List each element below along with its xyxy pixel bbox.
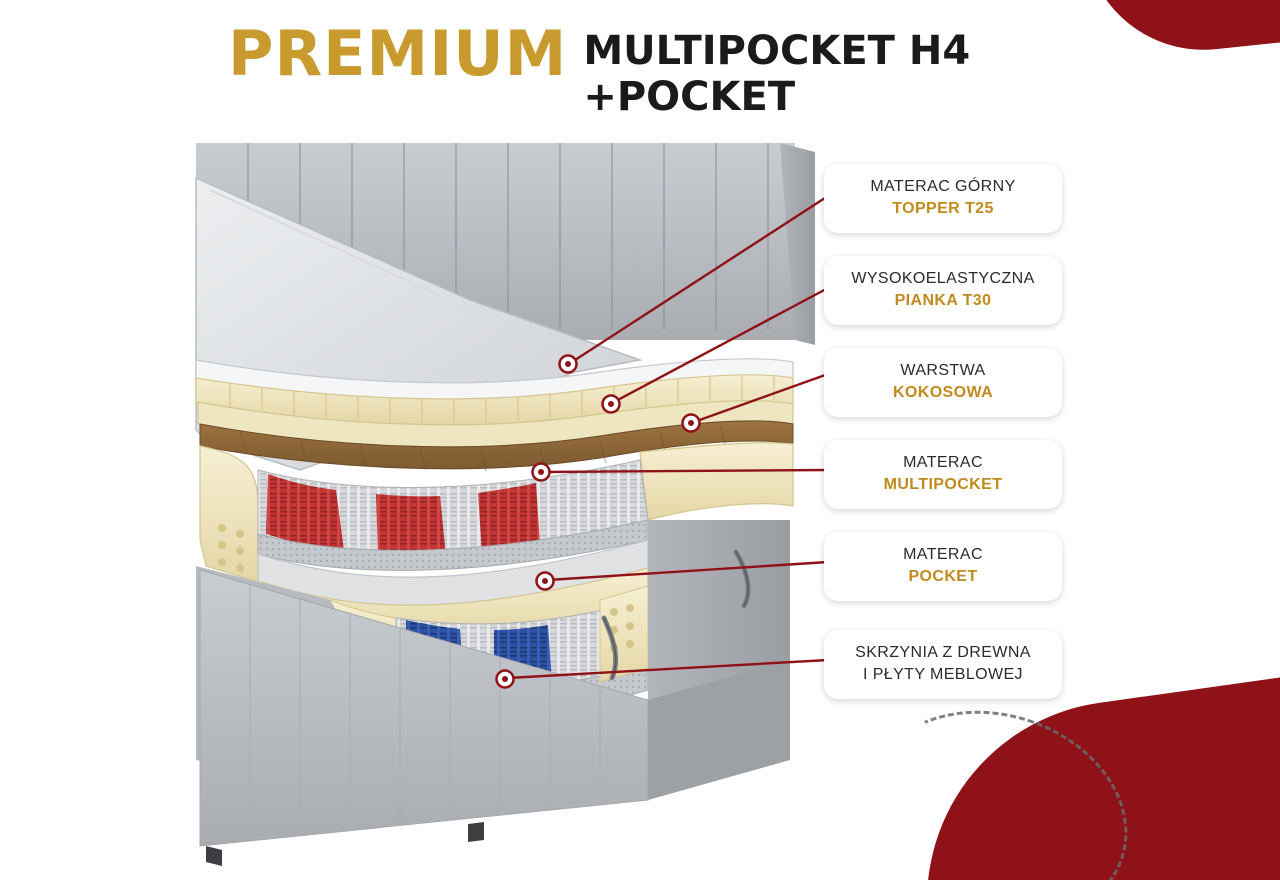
layer-multipocket-springs [200, 443, 793, 582]
layer-divider-fabric [258, 540, 648, 605]
callout-pocket [824, 532, 1062, 601]
callout-line1: MATERAC GÓRNY [870, 178, 1016, 195]
bed-storage-box [196, 520, 790, 866]
callout-kokosowa [824, 348, 1062, 417]
layer-pocket-mattress [262, 568, 648, 717]
callout-multipocket [824, 440, 1062, 509]
layer-topper-t25 [196, 359, 793, 425]
decor-corner-top-right [1084, 0, 1280, 62]
callout-line2: TOPPER T25 [892, 200, 994, 217]
callout-line1: SKRZYNIA Z DREWNA [855, 644, 1031, 661]
callout-line2: I PŁYTY MEBLOWEJ [863, 666, 1023, 683]
callout-pianka-t30 [824, 256, 1062, 325]
leader-dots [497, 356, 700, 688]
title-model: MULTIPOCKET H4 +POCKET [583, 28, 971, 120]
title-premium: PREMIUM [228, 17, 568, 90]
callout-line1: MATERAC [903, 546, 983, 563]
callout-line1: WARSTWA [900, 362, 986, 379]
callout-line1: WYSOKOELASTYCZNA [851, 270, 1035, 287]
callout-line2: PIANKA T30 [894, 292, 992, 309]
layer-coconut [200, 421, 793, 471]
callout-topper-t25 [824, 164, 1062, 233]
callout-skrzynia [824, 630, 1062, 699]
bed-headboard [196, 143, 815, 345]
mattress-top-surface [196, 178, 640, 470]
layer-foam-t30 [198, 401, 793, 447]
leader-lines [508, 196, 828, 678]
callout-line1: MATERAC [903, 454, 983, 471]
callout-line2: MULTIPOCKET [883, 476, 1003, 493]
callout-line2: KOKOSOWA [892, 384, 994, 401]
page-title [228, 17, 1013, 120]
callout-line2: POCKET [908, 568, 978, 585]
